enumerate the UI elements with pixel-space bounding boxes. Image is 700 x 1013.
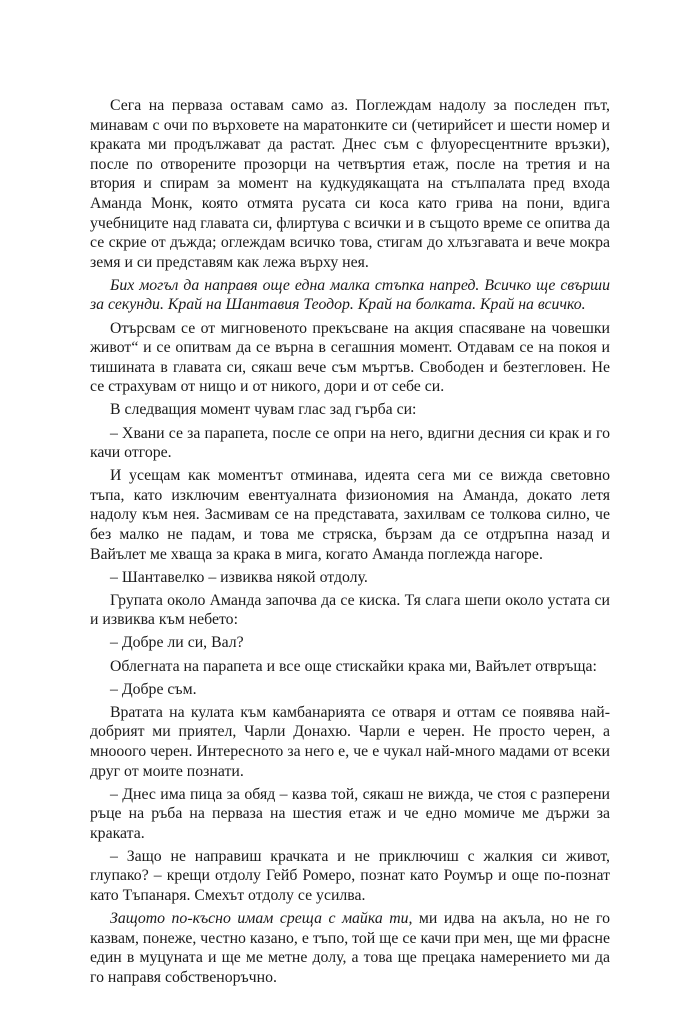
italic-thought: Защото по-късно имам среща с майка ти, [110, 910, 413, 928]
dialogue-line: – Шантавелко – извиква някой отдолу. [110, 568, 368, 586]
dialogue-line: – Днес има пица за обяд – казва той, сякаш не вижда, че стоя с разперени ръце на ръба на перваза на шестия етаж и че едно момиче ме държи за краката. [90, 785, 610, 842]
dialogue-line: – Добре съм. [110, 680, 197, 698]
paragraph: В следващия момент чувам глас зад гърба си: [110, 401, 417, 419]
dialogue-line: – Хвани се за парапета, после се опри на него, вдигни десния си крак и го качи отгоре. [90, 424, 610, 462]
paragraph: Сега на перваза оставам само аз. Поглеждам надолу за последен път, минавам с очи по върховете на маратонките си (четирийсет и шести номер и краката ми продължават да растат. Днес съм с флуоресцентните връзки), после по отворените прозорци на четвъртия етаж, после на третия и на втория и спирам за момент на кудкудякащата на стълпалата пред входа Аманда Монк, която отмята русата си коса като грива на пони, вдига учебниците над главата си, флиртува с всички и в същото време се опитва да се скрие от дъжда; оглеждам всичко това, стигам до хлъзгавата и вече мокра земя и си представям как лежа върху нея. [90, 97, 610, 271]
paragraph: И усещам как моментът отминава, идеята сега ми се вижда световно тъпа, като изключим евентуалната физиономия на Аманда, докато летя надолу към нея. Засмивам се на представата, захилвам се толкова силно, че без малко не падам, и това ме стряска, бързам да се отдръпна назад и Вайълет ме хваща за крака в мига, когато Аманда поглежда нагоре. [90, 467, 610, 563]
italic-paragraph: Бих могъл да направя още една малка стъпка напред. Всичко ще свърши за секунди. Край на Шантавия Теодор. Край на болката. Край на всичко. [90, 276, 610, 314]
paragraph: Групата около Аманда започва да се киска. Тя слага шепи около устата си и извиква към небето: [90, 591, 610, 629]
dialogue-line: – Добре ли си, Вал? [110, 634, 244, 652]
mixed-italic-paragraph [90, 909, 610, 987]
dialogue-line: – Защо не направиш крачката и не приключиш с жалкия си живот, глупако? – крещи отдолу Гейб Ромеро, познат като Роумър и още по-познат като Тъпанаря. Смехът отдолу се усилва. [90, 847, 610, 905]
paragraph: Вратата на кулата към камбанарията се отваря и оттам се появява най-добрият ми приятел, Чарли Донахю. Чарли е черен. Не просто черен, а мнооого черен. Интересното за него е, че е чукал най-много мадами от всеки друг от моите познати. [90, 703, 610, 780]
book-page [90, 96, 610, 991]
paragraph-rest: ми идва на акъла, но не го казвам, понеже, честно казано, е тъпо, той ще се качи при мен, ще ми фрасне един в муцуната и ще ме метне долу, а това ще прецака намерението ми да го направя собственоръчно. [90, 910, 610, 986]
paragraph: Отърсвам се от мигновеното прекъсване на акция спасяване на човешки живот“ и се опитвам да се върна в сегашния момент. Отдавам се на покоя и тишината в главата си, сякаш вече съм мъртъв. Свободен и безтегловен. Не се страхувам от нищо и от никого, дори и от себе си. [90, 319, 610, 396]
paragraph: Облегната на парапета и все още стискайки крака ми, Вайълет отвръща: [110, 657, 597, 675]
